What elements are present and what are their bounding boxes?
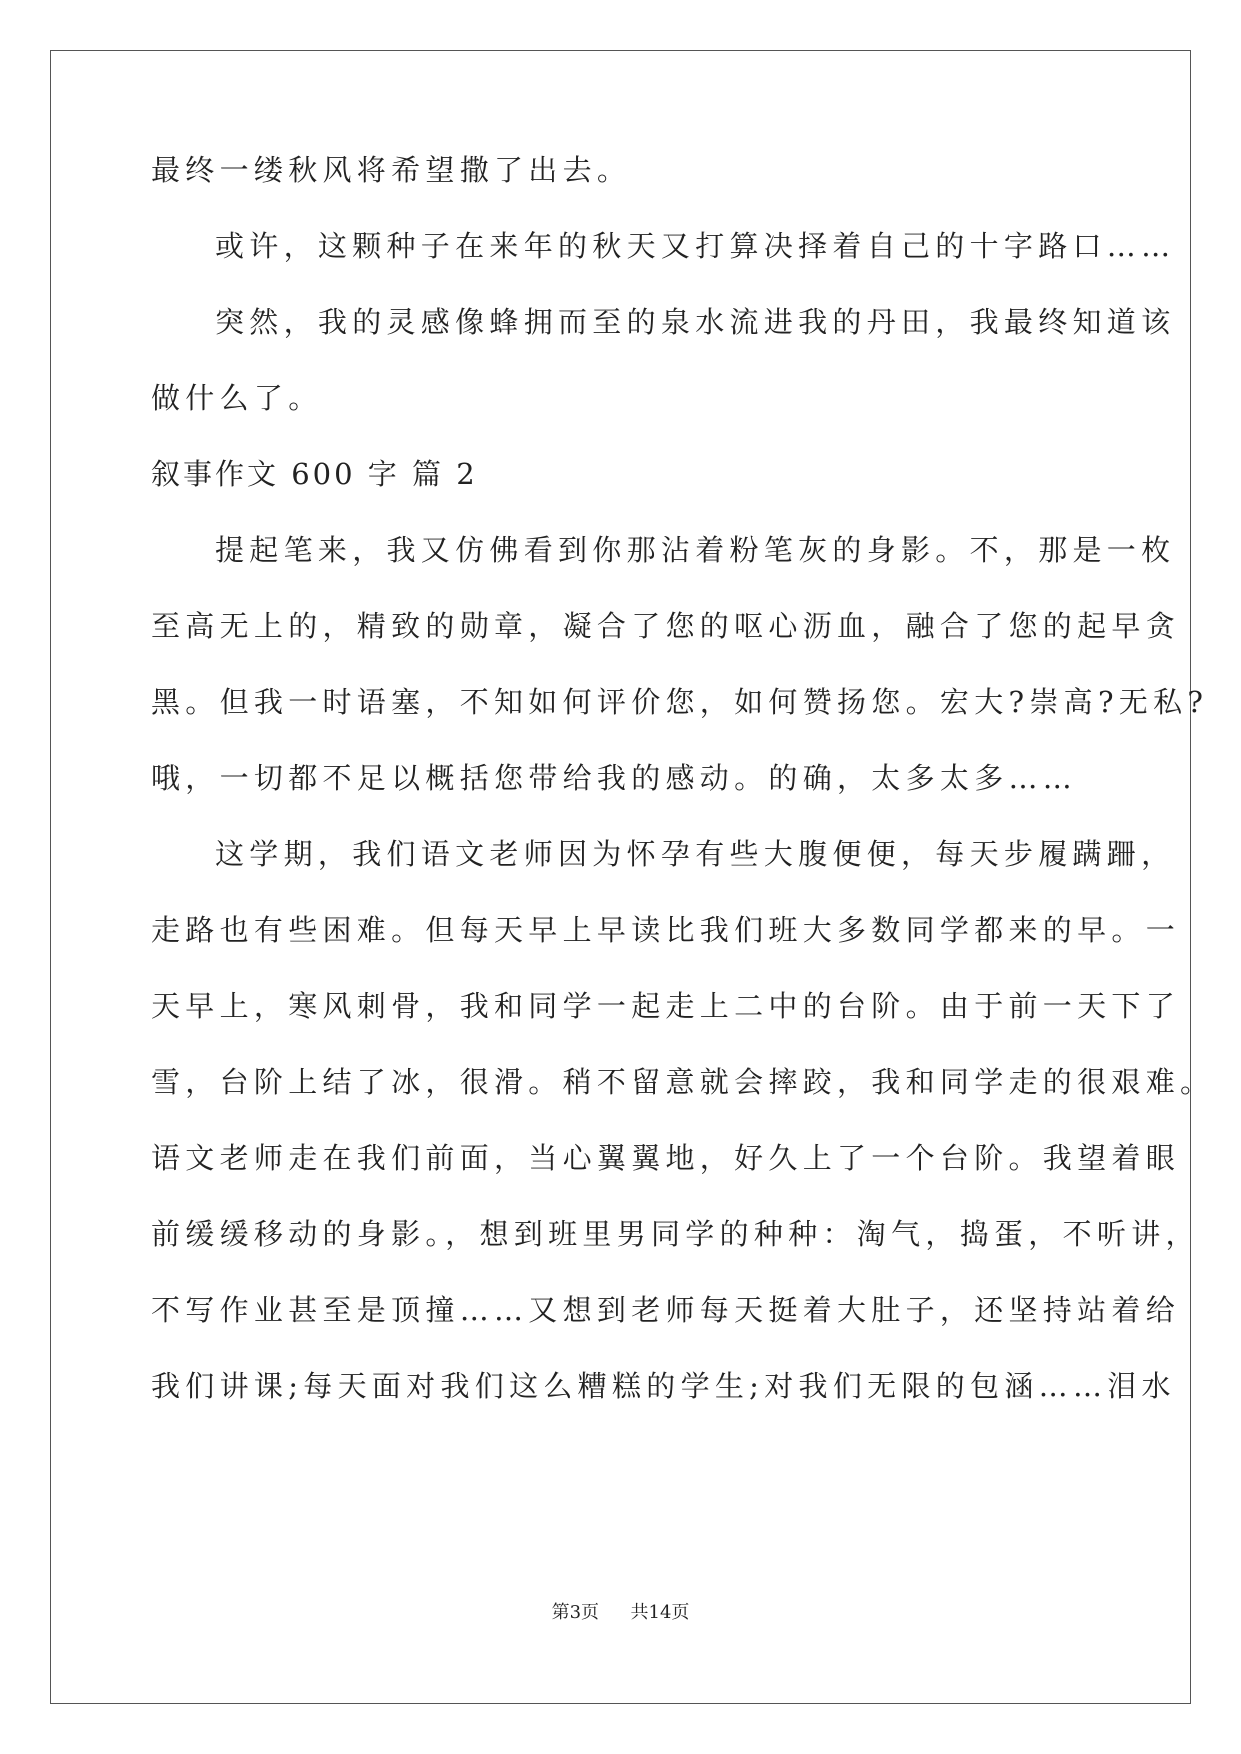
page-footer <box>0 1601 1241 1625</box>
text-line: 做什么了。 <box>151 381 323 415</box>
text-line: 走路也有些困难。但每天早上早读比我们班大多数同学都来的早。一 <box>151 913 1181 947</box>
text-line: 最终一缕秋风将希望撒了出去。 <box>151 153 632 187</box>
text-line: 哦，一切都不足以概括您带给我的感动。的确，太多太多…… <box>151 761 1078 795</box>
page-border <box>50 50 1191 1704</box>
text-line: 至高无上的，精致的勋章，凝合了您的呕心沥血，融合了您的起早贪 <box>151 609 1181 643</box>
section-heading: 叙事作文 600 字 篇 2 <box>151 457 478 491</box>
text-line: 黑。但我一时语塞，不知如何评价您，如何赞扬您。宏大?崇高?无私? <box>151 685 1209 719</box>
text-line: 语文老师走在我们前面，当心翼翼地，好久上了一个台阶。我望着眼 <box>151 1141 1181 1175</box>
text-line: 雪，台阶上结了冰，很滑。稍不留意就会摔跤，我和同学走的很艰难。 <box>151 1065 1215 1099</box>
text-line: 突然，我的灵感像蜂拥而至的泉水流进我的丹田，我最终知道该 <box>215 305 1176 339</box>
text-line: 不写作业甚至是顶撞……又想到老师每天挺着大肚子，还坚持站着给 <box>151 1293 1181 1327</box>
page-total: 共14页 <box>630 1602 690 1623</box>
text-line: 这学期，我们语文老师因为怀孕有些大腹便便，每天步履蹒跚， <box>215 837 1176 871</box>
text-line: 天早上，寒风刺骨，我和同学一起走上二中的台阶。由于前一天下了 <box>151 989 1181 1023</box>
text-line: 或许，这颗种子在来年的秋天又打算决择着自己的十字路口…… <box>215 229 1176 263</box>
text-line: 提起笔来，我又仿佛看到你那沾着粉笔灰的身影。不，那是一枚 <box>215 533 1176 567</box>
text-line: 前缓缓移动的身影。，想到班里男同学的种种：淘气，捣蛋，不听讲， <box>151 1217 1200 1251</box>
text-line: 我们讲课;每天面对我们这么糟糕的学生;对我们无限的包涵……泪水 <box>151 1369 1176 1403</box>
page-number: 第3页 <box>551 1602 600 1623</box>
